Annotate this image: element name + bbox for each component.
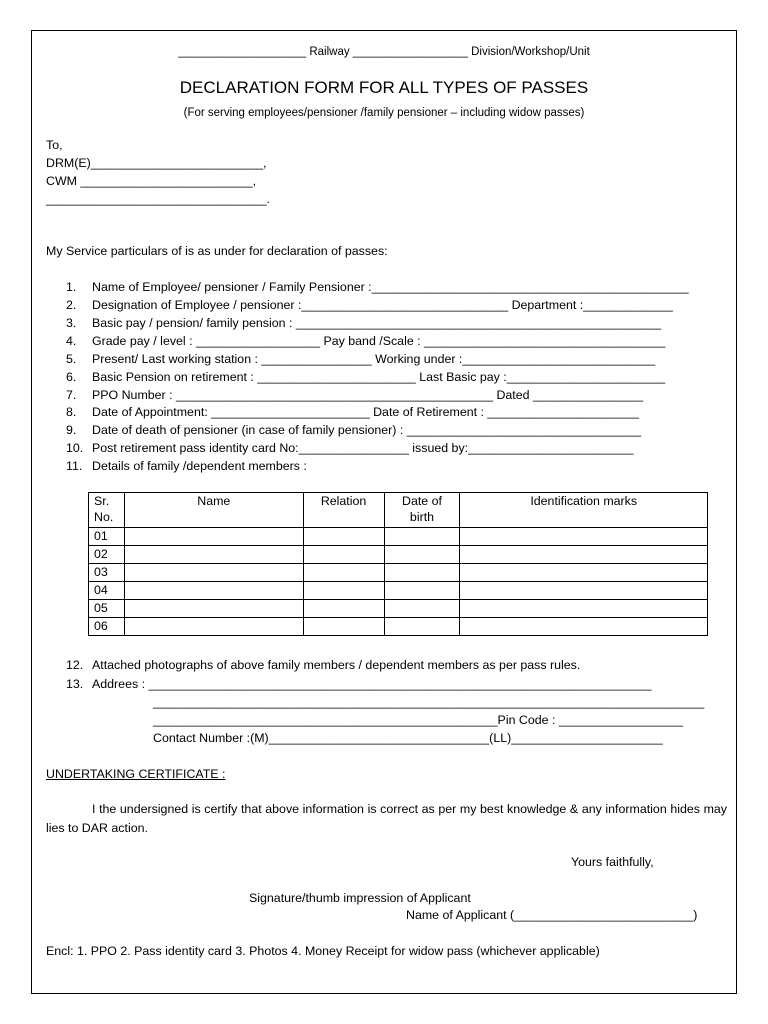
table-row xyxy=(89,582,708,600)
item-number: 2. xyxy=(66,298,77,312)
item-number: 11. xyxy=(66,459,83,473)
yours-faithfully: Yours faithfully, xyxy=(571,855,654,869)
item-number: 7. xyxy=(66,388,77,402)
identification-cell[interactable] xyxy=(460,618,708,636)
item-name-of-employee: Name of Employee/ pensioner / Family Pensioner :______________________________________________ xyxy=(92,280,689,294)
item-family-details: Details of family /dependent members : xyxy=(92,459,307,473)
dob-cell[interactable] xyxy=(384,528,460,546)
address-blank-line: ________________________________. xyxy=(46,192,270,206)
item-number: 6. xyxy=(66,370,77,384)
undertaking-text: I the undersigned is certify that above information is correct as per my best knowledge & any information hides may lies to DAR action. xyxy=(46,802,727,835)
header-identification-marks: Identification marks xyxy=(460,493,708,528)
to-line: To, xyxy=(46,138,63,152)
identification-cell[interactable] xyxy=(460,546,708,564)
dob-cell[interactable] xyxy=(384,618,460,636)
item-grade-pay: Grade pay / level : __________________ Pay band /Scale : ___________________________________ xyxy=(92,334,666,348)
relation-cell[interactable] xyxy=(303,546,384,564)
relation-cell[interactable] xyxy=(303,600,384,618)
name-cell[interactable] xyxy=(124,618,303,636)
table-row xyxy=(89,564,708,582)
sr-no-cell: 03 xyxy=(89,564,125,582)
item-number: 12. xyxy=(66,658,84,672)
name-cell[interactable] xyxy=(124,582,303,600)
relation-cell[interactable] xyxy=(303,618,384,636)
header-relation: Relation xyxy=(303,493,384,528)
form-title: DECLARATION FORM FOR ALL TYPES OF PASSES xyxy=(179,78,589,97)
item-basic-pension: Basic Pension on retirement : _______________________ Last Basic pay :_______________________ xyxy=(92,370,666,384)
sr-no-cell: 01 xyxy=(89,528,125,546)
item-number: 5. xyxy=(66,352,77,366)
name-cell[interactable] xyxy=(124,528,303,546)
name-cell[interactable] xyxy=(124,600,303,618)
item-number: 3. xyxy=(66,316,77,330)
item-ppo-number: PPO Number : ______________________________________________ Dated ________________ xyxy=(92,388,644,402)
relation-cell[interactable] xyxy=(303,564,384,582)
sr-no-cell: 02 xyxy=(89,546,125,564)
undertaking-heading: UNDERTAKING CERTIFICATE : xyxy=(46,767,226,781)
intro-text: My Service particulars of is as under for declaration of passes: xyxy=(46,244,388,258)
item-date-of-death: Date of death of pensioner (in case of family pensioner) : __________________________________ xyxy=(92,423,642,437)
item-attached-photographs: Attached photographs of above family members / dependent members as per pass rules. xyxy=(92,658,581,672)
family-members-table xyxy=(88,492,708,636)
name-cell[interactable] xyxy=(124,564,303,582)
item-date-of-appointment: Date of Appointment: _______________________ Date of Retirement : ______________________ xyxy=(92,405,640,419)
relation-cell[interactable] xyxy=(303,528,384,546)
item-basic-pay: Basic pay / pension/ family pension : _____________________________________________________ xyxy=(92,316,662,330)
address-line-2: ________________________________________________________________________________ xyxy=(153,695,705,709)
sr-no-cell: 05 xyxy=(89,600,125,618)
signature-label: Signature/thumb impression of Applicant xyxy=(249,891,471,905)
dob-cell[interactable] xyxy=(384,582,460,600)
relation-cell[interactable] xyxy=(303,582,384,600)
identification-cell[interactable] xyxy=(460,600,708,618)
railway-division-line: ____________________ Railway __________________ Division/Workshop/Unit xyxy=(178,46,590,58)
header-sr-no: Sr. No. xyxy=(89,493,125,528)
item-working-station: Present/ Last working station : ________________ Working under :____________________________ xyxy=(92,352,656,366)
identification-cell[interactable] xyxy=(460,564,708,582)
table-row xyxy=(89,546,708,564)
identification-cell[interactable] xyxy=(460,582,708,600)
item-number: 1. xyxy=(66,280,77,294)
item-number: 13. xyxy=(66,677,84,691)
name-of-applicant: Name of Applicant (__________________________) xyxy=(406,908,698,922)
contact-number-line: Contact Number :(M)________________________________(LL)______________________ xyxy=(153,731,663,745)
pin-code-line: __________________________________________________Pin Code : __________________ xyxy=(153,713,683,727)
sr-no-cell: 04 xyxy=(89,582,125,600)
table-row xyxy=(89,618,708,636)
header-date-of-birth: Date of birth xyxy=(384,493,460,528)
table-header-row xyxy=(89,493,708,528)
name-cell[interactable] xyxy=(124,546,303,564)
enclosures-line: Encl: 1. PPO 2. Pass identity card 3. Photos 4. Money Receipt for widow pass (whichever applicable) xyxy=(46,944,600,958)
form-subtitle: (For serving employees/pensioner /family pensioner – including widow passes) xyxy=(183,107,585,119)
dob-cell[interactable] xyxy=(384,600,460,618)
identification-cell[interactable] xyxy=(460,528,708,546)
item-address: Addrees : _________________________________________________________________________ xyxy=(92,677,652,691)
item-pass-identity-card: Post retirement pass identity card No:________________ issued by:________________________ xyxy=(92,441,634,455)
table-row xyxy=(89,600,708,618)
sr-no-cell: 06 xyxy=(89,618,125,636)
item-number: 9. xyxy=(66,423,77,437)
table-row xyxy=(89,528,708,546)
dob-cell[interactable] xyxy=(384,564,460,582)
drm-line: DRM(E)_________________________, xyxy=(46,156,267,170)
header-name: Name xyxy=(124,493,303,528)
item-number: 8. xyxy=(66,405,77,419)
item-number: 10. xyxy=(66,441,84,455)
cwm-line: CWM _________________________, xyxy=(46,174,257,188)
item-designation: Designation of Employee / pensioner :______________________________ Department :_____________ xyxy=(92,298,673,312)
item-number: 4. xyxy=(66,334,77,348)
dob-cell[interactable] xyxy=(384,546,460,564)
